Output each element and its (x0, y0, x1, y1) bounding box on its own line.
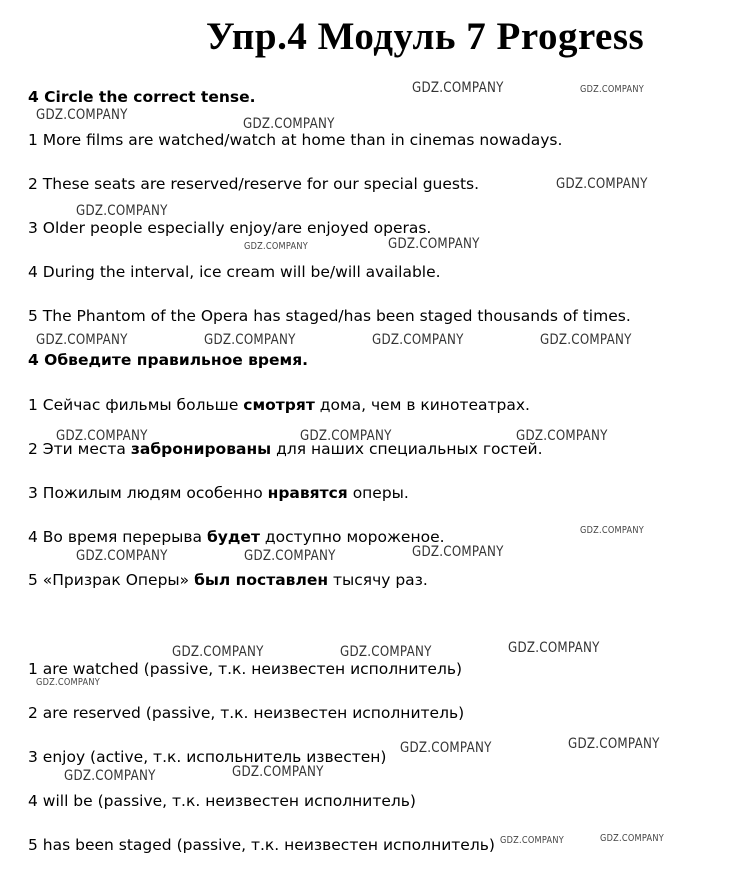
watermark: GDZ.COMPANY (540, 332, 632, 348)
watermark: GDZ.COMPANY (372, 332, 464, 348)
watermark: GDZ.COMPANY (400, 740, 492, 756)
english-line-2: 2 These seats are reserved/reserve for our special guests. (28, 175, 480, 193)
answer-line-3: 3 enjoy (active, т.к. испольнитель известен) (28, 748, 387, 766)
watermark: GDZ.COMPANY (580, 84, 645, 95)
russian-line-1: 1 Сейчас фильмы больше смотрят дома, чем в кинотеатрах. (28, 396, 530, 414)
page-title: Упр.4 Модуль 7 Progress (206, 15, 645, 58)
watermark: GDZ.COMPANY (556, 176, 648, 192)
watermark: GDZ.COMPANY (36, 107, 128, 123)
answer-line-1: 1 are watched (passive, т.к. неизвестен исполнитель) (28, 660, 463, 678)
watermark: GDZ.COMPANY (232, 764, 324, 780)
russian-line-5: 5 «Призрак Оперы» был поставлен тысячу раз. (28, 571, 428, 589)
watermark: GDZ.COMPANY (244, 241, 309, 252)
russian-line-2: 2 Эти места забронированы для наших специальных гостей. (28, 440, 543, 458)
watermark: GDZ.COMPANY (388, 236, 480, 252)
watermark: GDZ.COMPANY (568, 736, 660, 752)
answer-line-4: 4 will be (passive, т.к. неизвестен исполнитель) (28, 792, 416, 810)
watermark: GDZ.COMPANY (300, 428, 392, 444)
watermark: GDZ.COMPANY (244, 548, 336, 564)
watermark: GDZ.COMPANY (243, 116, 335, 132)
russian-line-3: 3 Пожилым людям особенно нравятся оперы. (28, 484, 409, 502)
english-line-1: 1 More films are watched/watch at home than in cinemas nowadays. (28, 131, 563, 149)
watermark: GDZ.COMPANY (56, 428, 148, 444)
watermark: GDZ.COMPANY (580, 525, 645, 536)
english-line-4: 4 During the interval, ice cream will be/will available. (28, 263, 441, 281)
watermark: GDZ.COMPANY (508, 640, 600, 656)
answer-line-5: 5 has been staged (passive, т.к. неизвестен исполнитель) (28, 836, 495, 854)
watermark: GDZ.COMPANY (172, 644, 264, 660)
answer-line-2: 2 are reserved (passive, т.к. неизвестен исполнитель) (28, 704, 465, 722)
english-line-5: 5 The Phantom of the Opera has staged/has been staged thousands of times. (28, 307, 631, 325)
watermark: GDZ.COMPANY (36, 677, 101, 688)
english-line-3: 3 Older people especially enjoy/are enjoyed operas. (28, 219, 432, 237)
watermark: GDZ.COMPANY (64, 768, 156, 784)
watermark: GDZ.COMPANY (412, 80, 504, 96)
watermark: GDZ.COMPANY (500, 835, 565, 846)
watermark: GDZ.COMPANY (340, 644, 432, 660)
watermark: GDZ.COMPANY (76, 203, 168, 219)
watermark: GDZ.COMPANY (204, 332, 296, 348)
watermark: GDZ.COMPANY (76, 548, 168, 564)
watermark: GDZ.COMPANY (412, 544, 504, 560)
russian-line-4: 4 Во время перерыва будет доступно мороженое. (28, 528, 445, 546)
english-heading: 4 Circle the correct tense. (28, 88, 256, 106)
watermark: GDZ.COMPANY (36, 332, 128, 348)
russian-heading: 4 Обведите правильное время. (28, 351, 309, 369)
watermark: GDZ.COMPANY (600, 833, 665, 844)
watermark: GDZ.COMPANY (516, 428, 608, 444)
